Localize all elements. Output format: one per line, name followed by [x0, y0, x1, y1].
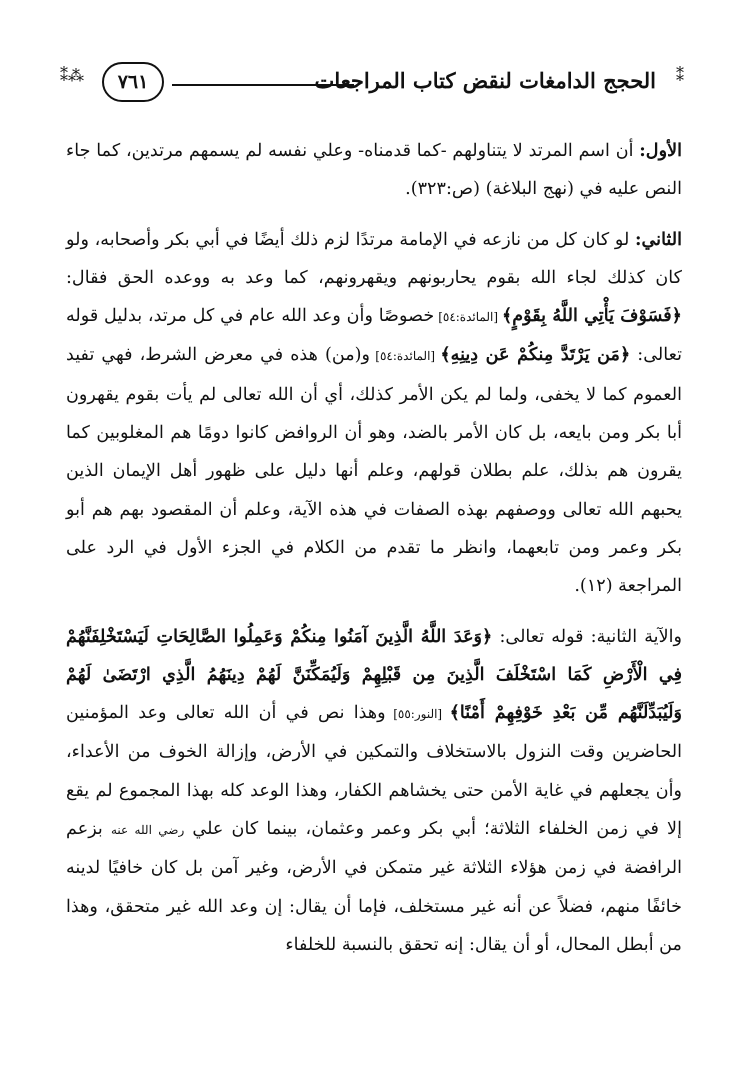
page-body: [66, 132, 682, 976]
paragraph-text: بزعم الرافضة في زمن هؤلاء الثلاثة غير متمكن في الأرض، وغير آمن بل كان خافيًا لدينه خائفًا منهم، فضلاً عن أنه غير مستخلف، فإما أن يقال: إن وعد الله غير متحقق، وهذا من أبطل المحال، أو أن يقال: إنه تحقق بالنسبة للخلفاء: [66, 819, 682, 955]
paragraph-text: لو كان كل من نازعه في الإمامة مرتدًا لزم ذلك أيضًا في أبي بكر وأصحابه، ولو كان كذلك لجاء الله بقوم يحاربونهم ويقهرونهم، كما وعد به ووعده الحق فقال:: [66, 229, 682, 288]
paragraph-text: والآية الثانية: قوله تعالى:: [492, 626, 683, 647]
paragraph-text: وهذا نص في أن الله تعالى وعد المؤمنين الحاضرين وقت النزول بالاستخلاف والتمكين في الأرض، وإزالة الخوف من الأعداء، وأن يجعلهم في غاية الأمن حتى يخشاهم الكفار، وهذا الوعد كله بهذا المجموع لم يقع إلا في زمن الخلفاء الثلاثة؛ أبي بكر وعمر وعثمان، بينما كان علي: [66, 703, 682, 840]
paragraph-second-verse: [66, 618, 682, 965]
paragraph-text: خصوصًا وأن وعد الله عام في كل مرتد، بدليل قوله تعالى:: [66, 306, 682, 366]
paragraph-text: أن اسم المرتد لا يتناولهم -كما قدمناه- وعلي نفسه لم يسمهم مرتدين، كما جاء النص عليه في (نهج البلاغة) (ص:٣٢٣).: [66, 141, 682, 200]
honorific-symbol: رضي الله عنه: [110, 823, 185, 838]
point-label: الثاني:: [635, 228, 682, 250]
point-label: الأول:: [639, 140, 682, 161]
paragraph-first-point: [66, 132, 682, 209]
verse-reference: [المائدة:٥٤]: [370, 349, 441, 364]
verse-reference: [المائدة:٥٤]: [434, 310, 502, 325]
header-rule: [172, 84, 354, 86]
paragraph-second-point: [66, 221, 682, 606]
page-number: ٧٦١: [102, 62, 164, 102]
quran-verse: ﴿فَسَوْفَ يَأْتِي اللَّهُ بِقَوْمٍ﴾: [501, 305, 682, 327]
book-title: الحجج الدامغات لنقض كتاب المراجعات: [314, 68, 656, 93]
paragraph-text: و(من) هذه في معرض الشرط، فهي تفيد العموم كما لا يخفى، ولما لم يكن الأمر كذلك، أي أن الله تعالى لم يأت بقوم يقهرون أبا بكر ومن بايعه، بل كان الأمر بالضد، وهو أن الروافض كانوا دومًا هم المغلوبين كما يقرون هم بذلك، علم بطلان قولهم، وعلم أنها دليل على ظهور أهل الإيمان الذين يحبهم الله تعالى ووصفهم بهذه الصفات في هذه الآية، وعلم أن المقصود بهم هم أبو بكر وعمر ومن تابعهما، وانظر ما تقدم من الكلام في الجزء الأول في الرد على المراجعة (١٢).: [66, 345, 682, 597]
verse-reference: [النور:٥٥]: [385, 707, 450, 722]
header-ornament-left: ⁂⁑: [60, 66, 84, 85]
header-ornament-right: ⁑: [676, 66, 684, 85]
quran-verse: ﴿وَعَدَ اللَّهُ الَّذِينَ آمَنُوا مِنكُمْ وَعَمِلُوا الصَّالِحَاتِ لَيَسْتَخْلِفَنَّهُمْ فِي الْأَرْضِ كَمَا اسْتَخْلَفَ الَّذِينَ مِن قَبْلِهِمْ وَلَيُمَكِّنَنَّ لَهُمْ دِينَهُمُ الَّذِي ارْتَضَىٰ لَهُمْ وَلَيُبَدِّلَنَّهُم مِّن بَعْدِ خَوْفِهِمْ أَمْنًا﴾: [66, 625, 683, 724]
running-header: [60, 62, 684, 106]
quran-verse: ﴿مَن يَرْتَدَّ مِنكُمْ عَن دِينِهِ﴾: [440, 344, 631, 366]
